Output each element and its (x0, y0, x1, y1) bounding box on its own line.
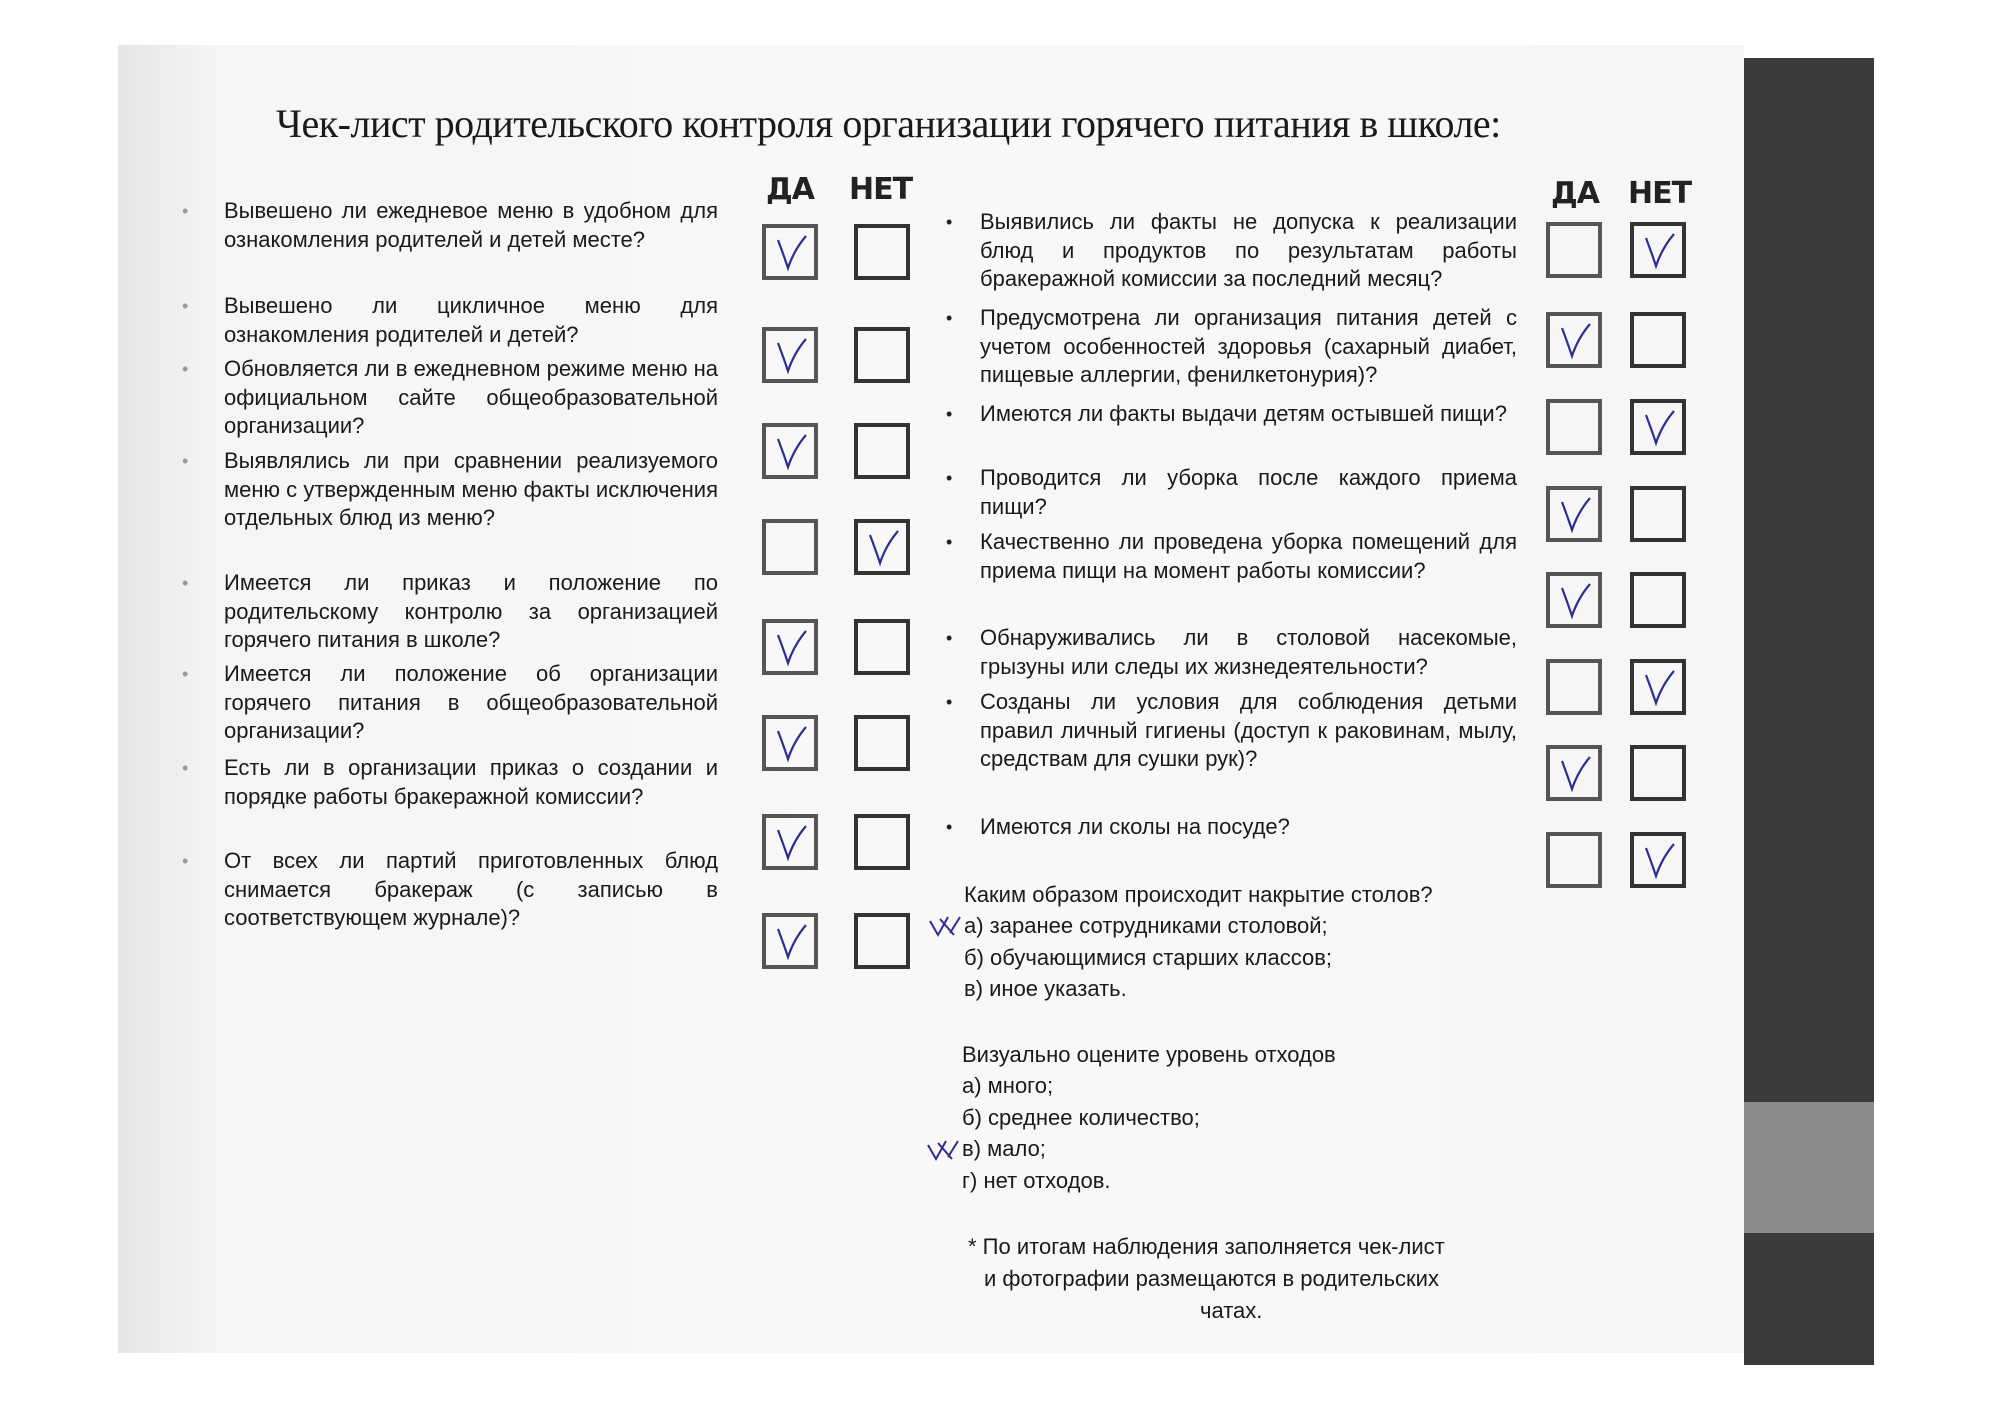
right-question-5: Качественно ли проведена уборка помещений для приема пищи на момент работы комиссии? (980, 529, 1517, 583)
left-checkbox-no-4[interactable] (854, 519, 910, 575)
table-setting-question: Каким образом происходит накрытие столов? (964, 882, 1433, 907)
left-checkbox-no-6[interactable] (854, 715, 910, 771)
left-question-7: Есть ли в организации приказ о создании и порядке работы бракеражной комиссии? (224, 755, 718, 809)
right-checkbox-yes-5[interactable] (1546, 572, 1602, 628)
right-header-yes: ДА (1551, 176, 1599, 211)
handwritten-check-mark-icon (928, 913, 962, 939)
right-question-4: Проводится ли уборка после каждого приема пищи? (980, 465, 1517, 519)
right-checkbox-no-2[interactable] (1630, 312, 1686, 368)
right-checkbox-no-3[interactable] (1630, 399, 1686, 455)
side-bar-dark-bottom (1744, 1233, 1874, 1365)
bullet-icon: • (946, 468, 953, 488)
right-checkbox-yes-7[interactable] (1546, 745, 1602, 801)
left-checkbox-no-5[interactable] (854, 619, 910, 675)
right-checkbox-yes-3[interactable] (1546, 399, 1602, 455)
right-question-3: Имеются ли факты выдачи детям остывшей пищи? (980, 401, 1507, 426)
left-checkbox-no-2[interactable] (854, 327, 910, 383)
bullet-icon: • (946, 212, 953, 232)
right-checkbox-no-7[interactable] (1630, 745, 1686, 801)
left-checkbox-yes-5[interactable] (762, 619, 818, 675)
table-setting-option-a[interactable]: а) заранее сотрудниками столовой; (964, 913, 1328, 938)
waste-option-c[interactable]: в) мало; (962, 1136, 1046, 1161)
right-checkbox-no-6[interactable] (1630, 659, 1686, 715)
left-checkbox-no-8[interactable] (854, 913, 910, 969)
right-checkbox-yes-1[interactable] (1546, 222, 1602, 278)
left-checkbox-yes-2[interactable] (762, 327, 818, 383)
right-question-7: Созданы ли условия для соблюдения детьми правил личный гигиены (доступ к раковинам, мылу, средствам для сушки рук)? (980, 689, 1517, 771)
right-header-no: НЕТ (1628, 176, 1692, 211)
left-checkbox-yes-1[interactable] (762, 224, 818, 280)
bullet-icon: • (182, 758, 189, 778)
left-checkbox-yes-7[interactable] (762, 814, 818, 870)
bullet-icon: • (946, 628, 953, 648)
left-checkbox-no-3[interactable] (854, 423, 910, 479)
page-title: Чек-лист родительского контроля организации горячего питания в школе: (276, 101, 1501, 146)
bullet-icon: • (182, 451, 189, 471)
right-checkbox-yes-8[interactable] (1546, 832, 1602, 888)
left-checkbox-no-7[interactable] (854, 814, 910, 870)
waste-option-d[interactable]: г) нет отходов. (962, 1168, 1111, 1193)
left-header-no: НЕТ (849, 172, 913, 207)
left-question-5: Имеется ли приказ и положение по родительскому контролю за организацией горячего питания в школе? (224, 570, 718, 652)
right-question-1: Выявились ли факты не допуска к реализации блюд и продуктов по результатам работы бракеражной комиссии за последний месяц? (980, 209, 1517, 291)
footnote-line-2: и фотографии размещаются в родительских (984, 1266, 1439, 1291)
right-checkbox-yes-2[interactable] (1546, 312, 1602, 368)
table-setting-option-c[interactable]: в) иное указать. (964, 976, 1127, 1001)
left-question-2: Вывешено ли цикличное меню для ознакомления родителей и детей? (224, 293, 718, 347)
right-checkbox-no-1[interactable] (1630, 222, 1686, 278)
right-question-8: Имеются ли сколы на посуде? (980, 814, 1290, 839)
left-header-yes: ДА (766, 172, 814, 207)
right-checkbox-yes-4[interactable] (1546, 486, 1602, 542)
right-question-2: Предусмотрена ли организация питания детей с учетом особенностей здоровья (сахарный диабет, пищевые аллергии, фенилкетонурия)? (980, 305, 1517, 387)
waste-option-a[interactable]: а) много; (962, 1073, 1054, 1098)
waste-question: Визуально оцените уровень отходов (962, 1042, 1336, 1067)
left-question-6: Имеется ли положение об организации горячего питания в общеобразовательной организации? (224, 661, 718, 743)
waste-option-b[interactable]: б) среднее количество; (962, 1105, 1200, 1130)
bullet-icon: • (182, 296, 189, 316)
table-setting-option-b[interactable]: б) обучающимися старших классов; (964, 945, 1332, 970)
bullet-icon: • (946, 817, 953, 837)
left-checkbox-yes-8[interactable] (762, 913, 818, 969)
right-checkbox-no-4[interactable] (1630, 486, 1686, 542)
right-question-6: Обнаруживались ли в столовой насекомые, грызуны или следы их жизнедеятельности? (980, 625, 1517, 679)
left-checkbox-yes-6[interactable] (762, 715, 818, 771)
left-question-8: От всех ли партий приготовленных блюд снимается бракераж (с записью в соответствующем журнале)? (224, 848, 718, 930)
right-checkbox-yes-6[interactable] (1546, 659, 1602, 715)
bullet-icon: • (182, 664, 189, 684)
left-question-4: Выявлялись ли при сравнении реализуемого меню с утвержденным меню факты исключения отдельных блюд из меню? (224, 448, 718, 530)
footnote-line-3: чатах. (1200, 1298, 1263, 1323)
bullet-icon: • (946, 532, 953, 552)
left-checkbox-yes-3[interactable] (762, 423, 818, 479)
left-checkbox-no-1[interactable] (854, 224, 910, 280)
side-bar-light (1744, 1102, 1874, 1233)
bullet-icon: • (182, 851, 189, 871)
footnote-line-1: * По итогам наблюдения заполняется чек-лист (968, 1234, 1445, 1259)
bullet-icon: • (182, 359, 189, 379)
handwritten-check-mark-icon (926, 1137, 960, 1163)
left-checkbox-yes-4[interactable] (762, 519, 818, 575)
bullet-icon: • (946, 308, 953, 328)
left-question-3: Обновляется ли в ежедневном режиме меню на официальном сайте общеобразовательной организации? (224, 356, 718, 438)
bullet-icon: • (182, 573, 189, 593)
bullet-icon: • (182, 201, 189, 221)
left-question-1: Вывешено ли ежедневое меню в удобном для ознакомления родителей и детей месте? (224, 198, 718, 252)
right-checkbox-no-8[interactable] (1630, 832, 1686, 888)
side-bar-dark-top (1744, 58, 1874, 1102)
bullet-icon: • (946, 404, 953, 424)
bullet-icon: • (946, 692, 953, 712)
right-checkbox-no-5[interactable] (1630, 572, 1686, 628)
